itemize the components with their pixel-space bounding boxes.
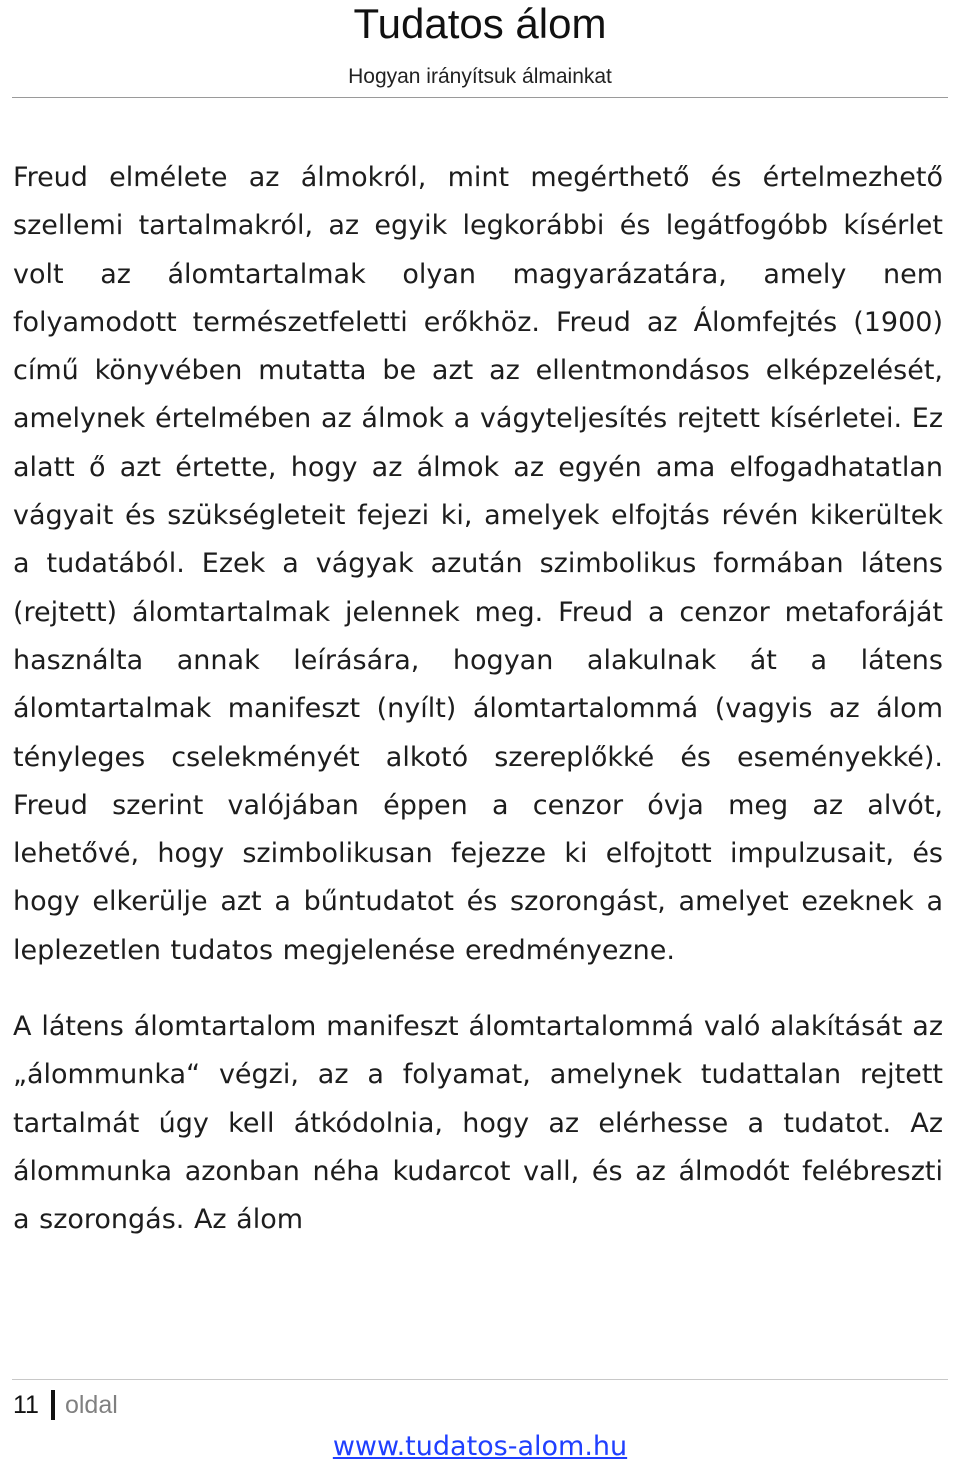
document-subtitle: Hogyan irányítsuk álmainkat [348,65,612,88]
page-number: 11 [13,1390,39,1419]
footer-divider [12,1379,948,1380]
body-paragraph: A látens álomtartalom manifeszt álomtartalommá való alakítását az „álommunka“ végzi, az a folyamat, amelynek tudattalan rejtett tartalmát úgy kell átkódolnia, hogy az elérhesse a tudatot. Az álommunka azonban néha kudarcot vall, és az álmodót felébreszti a szorongás. Az álom [13,1011,943,1236]
page-label: oldal [64,1390,118,1419]
page-header [0,0,960,98]
document-title: Tudatos álom [353,0,607,47]
page-indicator [13,1388,118,1422]
page-separator-bar [51,1390,55,1420]
body-paragraph: Freud elmélete az álmokról, mint megérthető és értelmezhető szellemi tartalmakról, az egyik legkorábbi és legátfogóbb kísérlet volt az álomtartalmak olyan magyarázatára, amely nem folyamodott természetfeletti erőkhöz. Freud az Álomfejtés (1900) című könyvében mutatta be azt az ellentmondásos elképzelését, amelynek értelmében az álmok a vágyteljesítés rejtett kísérletei. Ez alatt ő azt értette, hogy az álmok az egyén ama elfogadhatatlan vágyait és szükségleteit fejezi ki, amelyek elfojtás révén kikerültek a tudatából. Ezek a vágyak azután szimbolikus formában látens (rejtett) álomtartalmak jelennek meg. Freud a cenzor metaforáját használta annak leírására, hogyan alakulnak át a látens álomtartalmak manifeszt (nyílt) álomtartalommá (vagyis az álom tényleges cselekményét alkotó szereplőkké és eseményekké). Freud szerint valójában éppen a cenzor óvja meg az alvót, lehetővé, hogy szimbolikusan fejezze ki elfojtott impulzusait, és hogy elkerülje azt a bűntudatot és szorongást, amelyet ezeknek a leplezetlen tudatos megjelenése eredményezne. [13,162,943,966]
page-body [13,154,943,1245]
header-divider [12,97,948,98]
website-link[interactable]: www.tudatos-alom.hu [332,1431,628,1462]
